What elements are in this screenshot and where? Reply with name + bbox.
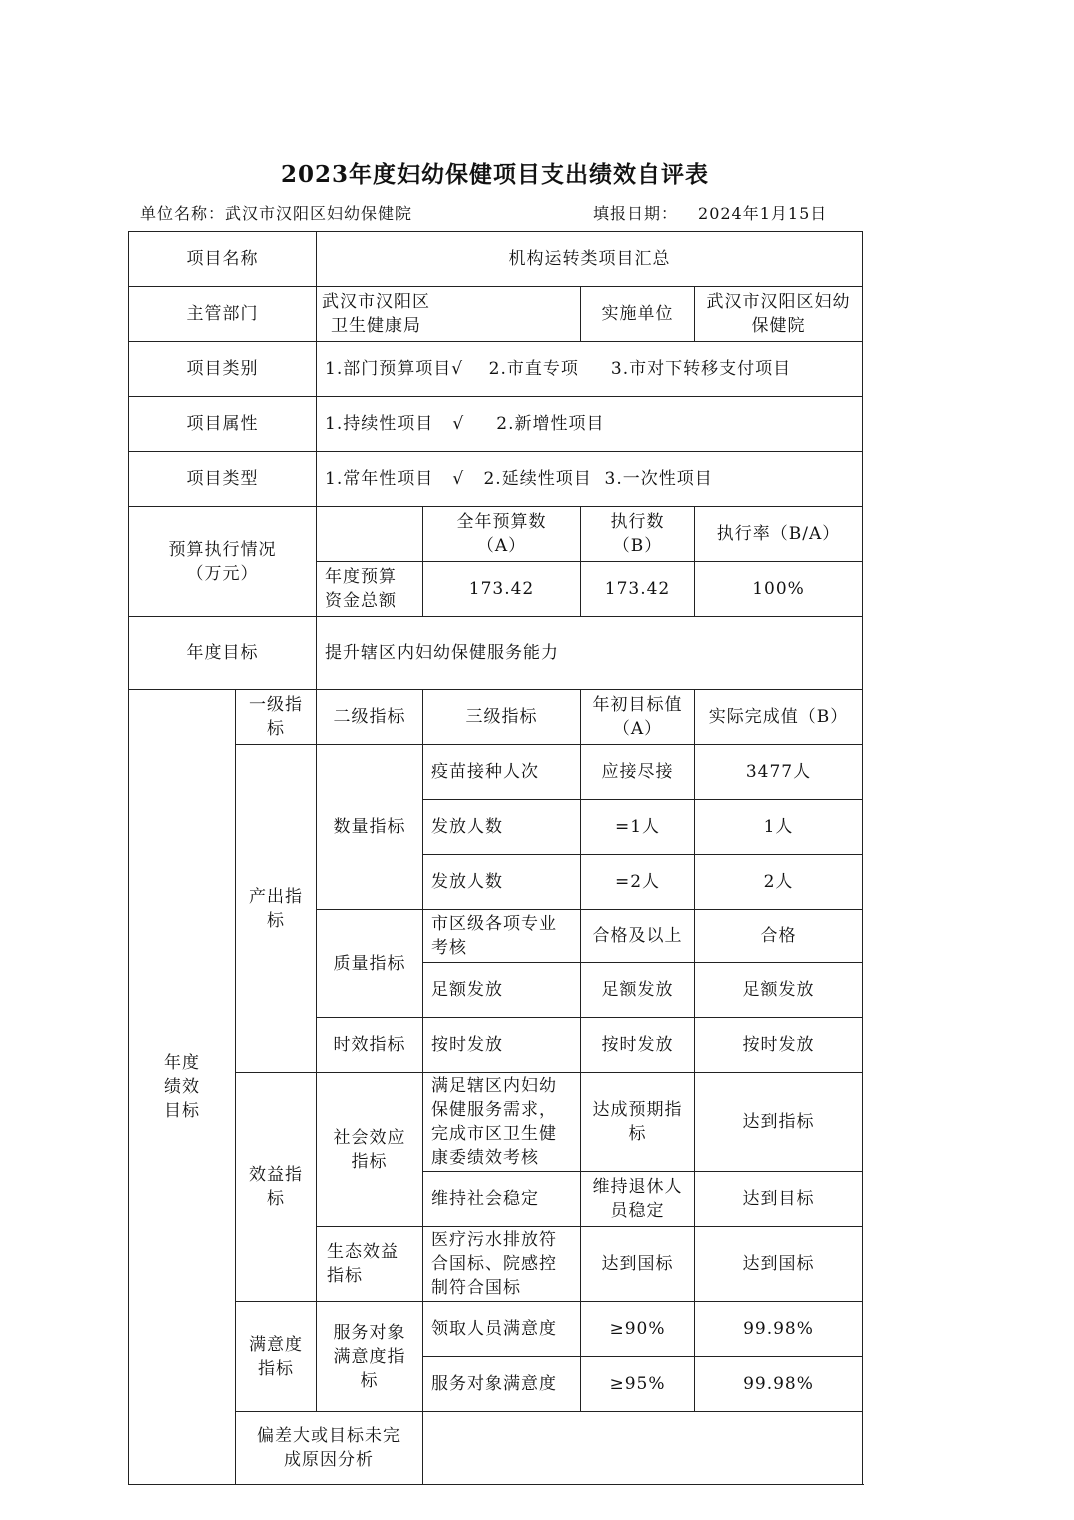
fill-date bbox=[593, 201, 827, 224]
target-cell: =2人 bbox=[581, 855, 695, 910]
budget-empty-cell bbox=[317, 507, 423, 562]
unit-name: 单位名称：武汉市汉阳区妇幼保健院 bbox=[140, 204, 413, 223]
project-name-label: 项目名称 bbox=[129, 232, 317, 287]
header-level3: 三级指标 bbox=[423, 690, 581, 745]
l2-service: 服务对象满意度指标 bbox=[317, 1302, 423, 1412]
table-row bbox=[129, 745, 863, 800]
actual-cell: 1人 bbox=[695, 800, 863, 855]
target-cell: 足额发放 bbox=[581, 963, 695, 1018]
goal-value: 提升辖区内妇幼保健服务能力 bbox=[317, 617, 863, 690]
fill-date-value: 2024年1月15日 bbox=[698, 204, 828, 223]
l1-output: 产出指标 bbox=[236, 745, 317, 1073]
l3-cell: 按时发放 bbox=[423, 1018, 581, 1073]
dept-label: 主管部门 bbox=[129, 287, 317, 342]
table-row bbox=[129, 507, 863, 562]
l3-cell: 发放人数 bbox=[423, 855, 581, 910]
actual-cell: 达到目标 bbox=[695, 1172, 863, 1227]
l2-quantity: 数量指标 bbox=[317, 745, 423, 910]
impl-value: 武汉市汉阳区妇幼保健院 bbox=[695, 287, 863, 342]
budget-header-b: 执行数（B） bbox=[581, 507, 695, 562]
table-row bbox=[129, 342, 863, 397]
page-title: 2023年度妇幼保健项目支出绩效自评表 bbox=[280, 161, 709, 188]
table-row bbox=[129, 690, 863, 745]
target-cell: 达到国标 bbox=[581, 1227, 695, 1302]
goal-label: 年度目标 bbox=[129, 617, 317, 690]
dept-value: 武汉市汉阳区卫生健康局 bbox=[317, 287, 581, 342]
target-cell: 达成预期指标 bbox=[581, 1073, 695, 1172]
table-row bbox=[129, 397, 863, 452]
impl-label: 实施单位 bbox=[581, 287, 695, 342]
target-cell: 维持退休人员稳定 bbox=[581, 1172, 695, 1227]
table-row bbox=[129, 452, 863, 507]
actual-cell: 2人 bbox=[695, 855, 863, 910]
budget-a-value: 173.42 bbox=[423, 562, 581, 617]
attr-value: 1.持续性项目 √ 2.新增性项目 bbox=[317, 397, 863, 452]
l2-timeliness: 时效指标 bbox=[317, 1018, 423, 1073]
target-cell: ≥95% bbox=[581, 1357, 695, 1412]
l3-cell: 足额发放 bbox=[423, 963, 581, 1018]
target-cell: 按时发放 bbox=[581, 1018, 695, 1073]
header-level1: 一级指标 bbox=[236, 690, 317, 745]
actual-cell: 99.98% bbox=[695, 1357, 863, 1412]
table-row bbox=[129, 1073, 863, 1172]
header-level2: 二级指标 bbox=[317, 690, 423, 745]
l3-cell: 服务对象满意度 bbox=[423, 1357, 581, 1412]
category-label: 项目类别 bbox=[129, 342, 317, 397]
l2-social: 社会效应指标 bbox=[317, 1073, 423, 1227]
performance-table bbox=[128, 231, 863, 1485]
actual-cell: 99.98% bbox=[695, 1302, 863, 1357]
table-row bbox=[129, 1302, 863, 1357]
l3-cell: 满足辖区内妇幼保健服务需求，完成市区卫生健康委绩效考核 bbox=[423, 1073, 581, 1172]
deviation-value bbox=[423, 1412, 863, 1485]
type-value: 1.常年性项目 √ 2.延续性项目 3.一次性项目 bbox=[317, 452, 863, 507]
target-cell: =1人 bbox=[581, 800, 695, 855]
l3-cell: 医疗污水排放符合国标、院感控制符合国标 bbox=[423, 1227, 581, 1302]
header-target: 年初目标值（A） bbox=[581, 690, 695, 745]
header-actual: 实际完成值（B） bbox=[695, 690, 863, 745]
l3-cell: 发放人数 bbox=[423, 800, 581, 855]
category-value: 1.部门预算项目√ 2.市直专项 3.市对下转移支付项目 bbox=[317, 342, 863, 397]
l2-eco: 生态效益指标 bbox=[317, 1227, 423, 1302]
l3-cell: 维持社会稳定 bbox=[423, 1172, 581, 1227]
type-label: 项目类型 bbox=[129, 452, 317, 507]
table-row bbox=[129, 287, 863, 342]
table-row bbox=[129, 232, 863, 287]
deviation-label: 偏差大或目标未完成原因分析 bbox=[236, 1412, 423, 1485]
l3-cell: 领取人员满意度 bbox=[423, 1302, 581, 1357]
table-row bbox=[129, 1412, 863, 1485]
budget-rate-value: 100% bbox=[695, 562, 863, 617]
budget-label: 预算执行情况（万元） bbox=[129, 507, 317, 617]
budget-header-a: 全年预算数（A） bbox=[423, 507, 581, 562]
l2-quality: 质量指标 bbox=[317, 910, 423, 1018]
table-row bbox=[129, 617, 863, 690]
l3-cell: 疫苗接种人次 bbox=[423, 745, 581, 800]
actual-cell: 达到指标 bbox=[695, 1073, 863, 1172]
actual-cell: 合格 bbox=[695, 910, 863, 963]
fill-date-label: 填报日期： bbox=[593, 204, 679, 223]
l1-satisfaction: 满意度指标 bbox=[236, 1302, 317, 1412]
attr-label: 项目属性 bbox=[129, 397, 317, 452]
budget-header-rate: 执行率（B/A） bbox=[695, 507, 863, 562]
l1-benefit: 效益指标 bbox=[236, 1073, 317, 1302]
budget-b-value: 173.42 bbox=[581, 562, 695, 617]
actual-cell: 3477人 bbox=[695, 745, 863, 800]
l3-cell: 市区级各项专业考核 bbox=[423, 910, 581, 963]
target-cell: 合格及以上 bbox=[581, 910, 695, 963]
perf-label: 年度绩效目标 bbox=[129, 690, 236, 1485]
target-cell: ≥90% bbox=[581, 1302, 695, 1357]
actual-cell: 按时发放 bbox=[695, 1018, 863, 1073]
actual-cell: 达到国标 bbox=[695, 1227, 863, 1302]
project-name-value: 机构运转类项目汇总 bbox=[317, 232, 863, 287]
budget-row-label: 年度预算资金总额 bbox=[317, 562, 423, 617]
actual-cell: 足额发放 bbox=[695, 963, 863, 1018]
target-cell: 应接尽接 bbox=[581, 745, 695, 800]
